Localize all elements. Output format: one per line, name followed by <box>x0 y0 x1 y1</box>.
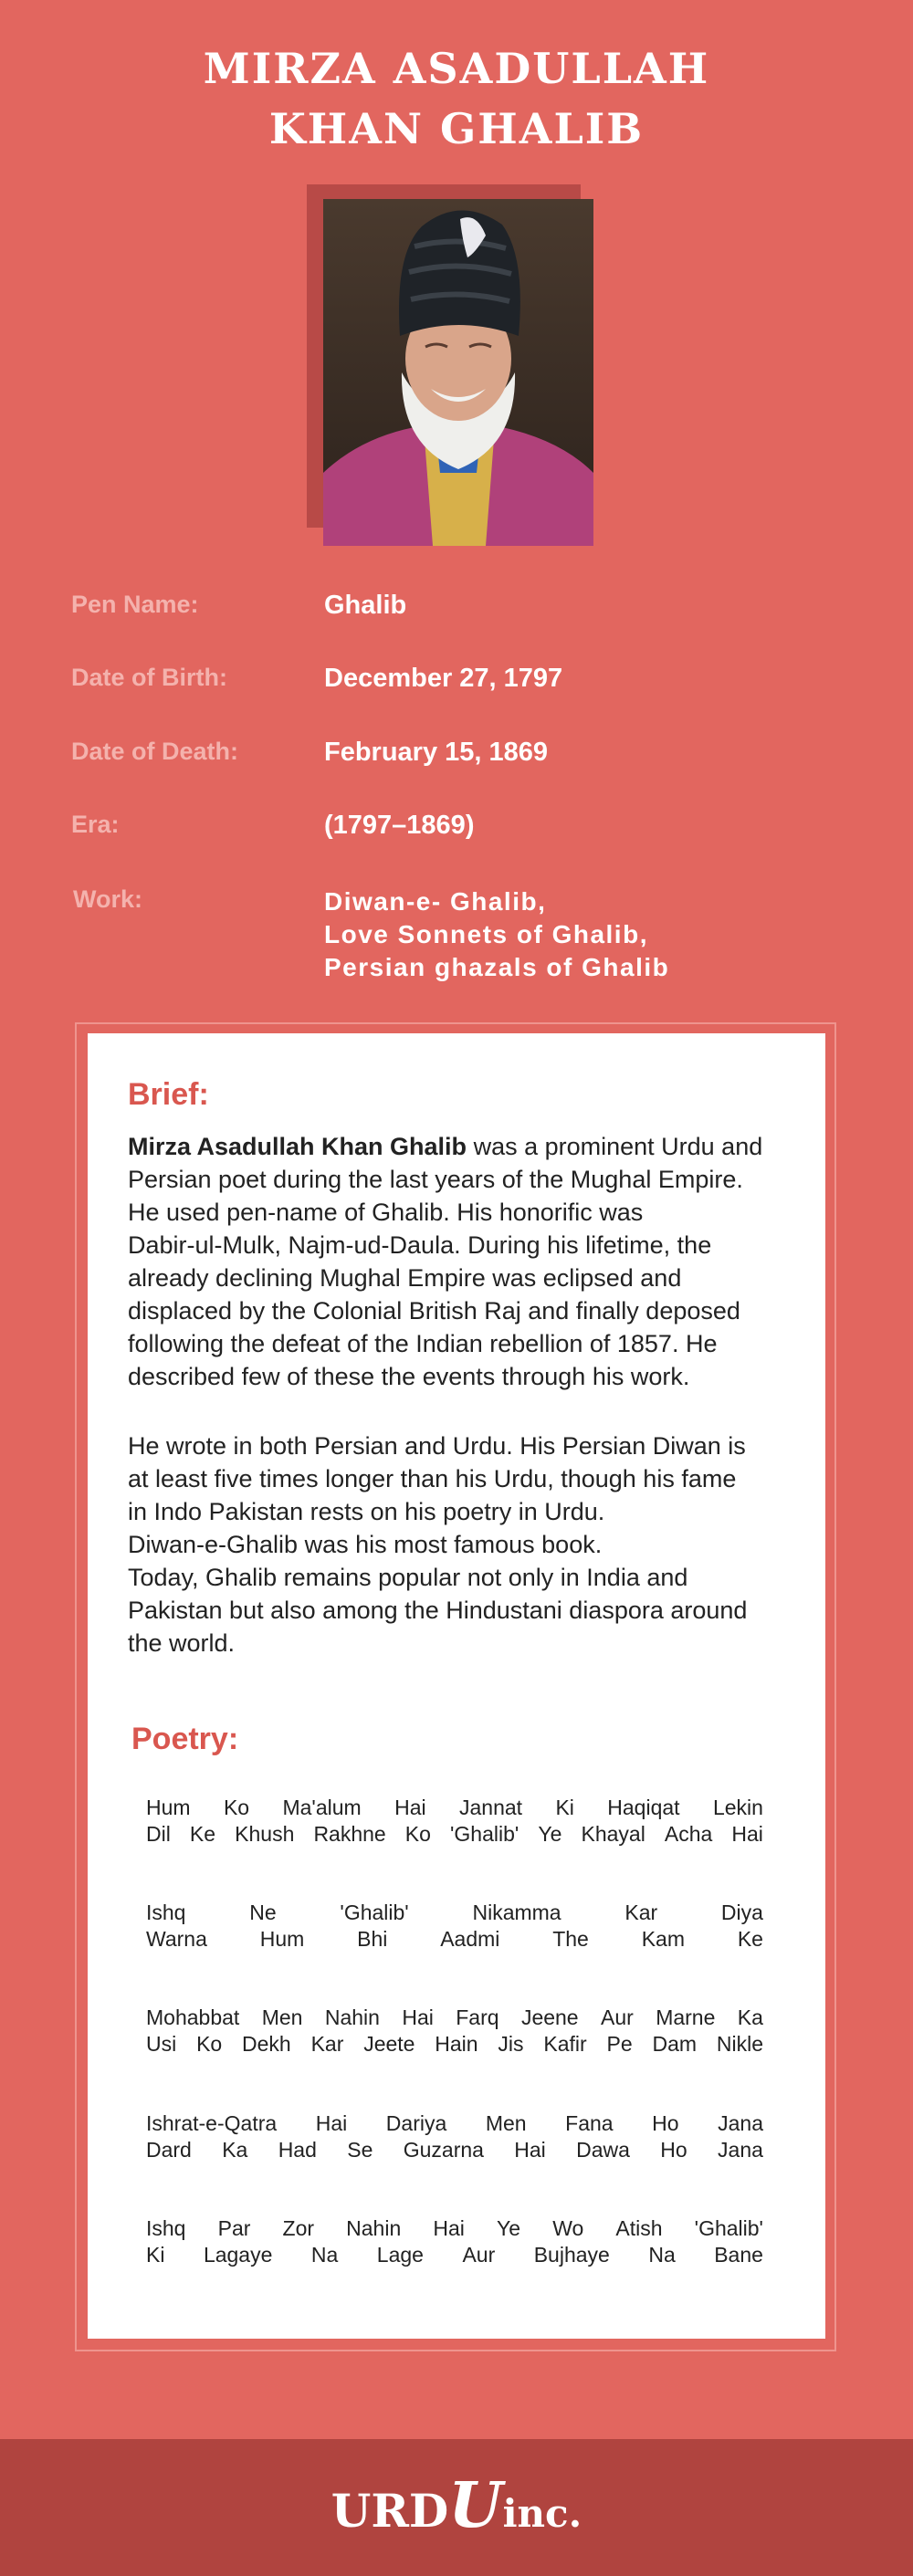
couplet-4 <box>146 2110 763 2163</box>
poem-word: Aur <box>601 2005 634 2029</box>
poem-word: Atish <box>615 2216 663 2240</box>
poem-word: Rakhne <box>313 1822 386 1846</box>
couplet-5 <box>146 2215 763 2268</box>
era-label: Era: <box>71 811 120 838</box>
portrait-image <box>323 199 593 546</box>
poem-word: Nikle <box>716 2032 763 2056</box>
poem-line <box>146 2110 763 2137</box>
poem-word: Dam <box>652 2032 698 2056</box>
poem-word: Ki <box>555 1796 574 1819</box>
poem-word: Lage <box>376 2243 424 2267</box>
brief-p1-line: He used pen-name of Ghalib. His honorific was <box>128 1199 644 1226</box>
poem-word: Acha <box>664 1822 713 1846</box>
poem-word: Ko <box>404 1822 431 1846</box>
poem-word: Hai <box>514 2138 546 2162</box>
brief-p1-line: displaced by the Colonial British Raj and finally deposed <box>128 1297 740 1325</box>
brief-p1-line-text: was a prominent Urdu and <box>467 1133 763 1160</box>
poem-word: Jana <box>718 2138 763 2162</box>
brief-p2-line: He wrote in both Persian and Urdu. His Persian Diwan is <box>128 1432 746 1460</box>
poem-word: Aadmi <box>440 1927 500 1951</box>
poem-line <box>146 1821 763 1848</box>
poem-word: Hai <box>315 2111 348 2135</box>
brief-p2-line: the world. <box>128 1629 236 1657</box>
poem-word: Dawa <box>576 2138 630 2162</box>
poem-word: Ko <box>196 2032 223 2056</box>
poem-word: Hum <box>259 1927 305 1951</box>
couplet-3 <box>146 2005 763 2058</box>
brief-p2-line: Diwan-e-Ghalib was his most famous book. <box>128 1531 603 1558</box>
logo-text-right: inc. <box>502 2491 582 2536</box>
date-of-death-label: Date of Death: <box>71 738 239 765</box>
brief-p1-line: following the defeat of the Indian rebellion of 1857. He <box>128 1330 718 1357</box>
date-of-birth-label: Date of Birth: <box>71 664 227 691</box>
poem-word: Na <box>648 2243 676 2267</box>
brief-p2-line: Today, Ghalib remains popular not only in India and <box>128 1564 688 1591</box>
pen-name-value: Ghalib <box>324 591 407 620</box>
brief-p1-line: already declining Mughal Empire was eclipsed and <box>128 1264 682 1292</box>
poem-word: The <box>552 1927 589 1951</box>
poem-word: Fana <box>565 2111 614 2135</box>
poem-word: Jeene <box>520 2005 579 2029</box>
poem-word: Jana <box>718 2111 763 2135</box>
poem-line <box>146 2031 763 2058</box>
brief-p1-line <box>128 1130 794 1163</box>
poem-word: Usi <box>146 2032 177 2056</box>
poem-word: 'Ghalib' <box>694 2216 763 2240</box>
poem-word: Guzarna <box>403 2138 484 2162</box>
poem-word: Na <box>310 2243 339 2267</box>
poem-line <box>146 2137 763 2163</box>
poem-word: Ishq <box>146 2216 186 2240</box>
brief-p1-line: Dabir-ul-Mulk, Najm-ud-Daula. During his lifetime, the <box>128 1231 712 1259</box>
poem-word: Bhi <box>357 1927 388 1951</box>
poem-word: Nikamma <box>472 1901 561 1924</box>
poem-line <box>146 1900 763 1926</box>
poem-word: Dekh <box>242 2032 291 2056</box>
poem-word: Bujhaye <box>533 2243 610 2267</box>
brief-paragraph-2 <box>128 1429 794 1660</box>
work-value <box>324 885 669 984</box>
poem-word: Khush <box>235 1822 295 1846</box>
date-of-birth-value: December 27, 1797 <box>324 664 563 693</box>
poem-word: Wo <box>552 2216 584 2240</box>
era-value: (1797–1869) <box>324 811 475 840</box>
brief-p2-line: in Indo Pakistan rests on his poetry in Urdu. <box>128 1498 605 1525</box>
poem-word: Ishq <box>146 1901 186 1924</box>
poem-line <box>146 2005 763 2031</box>
poem-word: Mohabbat <box>146 2005 240 2029</box>
brief-heading: Brief: <box>128 1077 209 1112</box>
poem-line <box>146 1795 763 1821</box>
title-line-2: KHAN GHALIB <box>268 104 645 153</box>
poem-word: Lagaye <box>203 2243 273 2267</box>
poem-word: Hai <box>731 1822 763 1846</box>
poem-word: Lekin <box>712 1796 763 1819</box>
poem-word: Ke <box>189 1822 216 1846</box>
couplet-2 <box>146 1900 763 1953</box>
poem-word: Jannat <box>458 1796 523 1819</box>
poem-word: Men <box>261 2005 303 2029</box>
poem-word: Had <box>278 2138 317 2162</box>
date-of-death-value: February 15, 1869 <box>324 738 549 767</box>
poem-word: Ho <box>660 2138 687 2162</box>
logo-text-u: U <box>448 2469 503 2542</box>
poetry-heading: Poetry: <box>131 1722 239 1756</box>
poem-word: Par <box>217 2216 251 2240</box>
poem-word: Jeete <box>363 2032 415 2056</box>
poem-word: Ho <box>652 2111 679 2135</box>
work-item: Diwan-e- Ghalib, <box>324 887 547 916</box>
poem-word: Warna <box>146 1927 207 1951</box>
poem-line <box>146 2215 763 2242</box>
poem-line <box>146 1926 763 1953</box>
poem-word: Dariya <box>385 2111 447 2135</box>
brief-p2-line: at least five times longer than his Urdu, though his fame <box>128 1465 737 1492</box>
brief-p1-line: described few of these the events through his work. <box>128 1363 690 1390</box>
poem-word: Ma'alum <box>282 1796 362 1819</box>
poem-word: Dard <box>146 2138 192 2162</box>
poem-word: Pe <box>606 2032 633 2056</box>
poem-word: 'Ghalib' <box>340 1901 409 1924</box>
poem-word: Ke <box>737 1927 763 1951</box>
brief-paragraph-1 <box>128 1130 794 1393</box>
poem-word: Ko <box>223 1796 250 1819</box>
poem-word: Ye <box>538 1822 562 1846</box>
poem-word: Men <box>485 2111 527 2135</box>
poem-word: 'Ghalib' <box>450 1822 519 1846</box>
poem-word: Kar <box>624 1901 658 1924</box>
poem-word: Hai <box>402 2005 434 2029</box>
poem-word: Ka <box>737 2005 763 2029</box>
poem-word: Kar <box>310 2032 344 2056</box>
poem-word: Ishrat-e-Qatra <box>146 2111 278 2135</box>
poem-word: Se <box>347 2138 373 2162</box>
brief-p2-line: Pakistan but also among the Hindustani diaspora around <box>128 1597 748 1624</box>
poem-word: Kam <box>641 1927 685 1951</box>
poem-word: Khayal <box>581 1822 645 1846</box>
poem-word: Ki <box>146 2243 165 2267</box>
poem-word: Zor <box>282 2216 315 2240</box>
poem-word: Marne <box>656 2005 716 2029</box>
poem-word: Bane <box>714 2243 763 2267</box>
work-label: Work: <box>73 885 143 913</box>
poem-word: Ne <box>249 1901 277 1924</box>
pen-name-label: Pen Name: <box>71 591 199 618</box>
poem-word: Aur <box>462 2243 496 2267</box>
poem-word: Farq <box>456 2005 499 2029</box>
work-item: Love Sonnets of Ghalib, <box>324 920 648 948</box>
poem-word: Dil <box>146 1822 171 1846</box>
poem-word: Hum <box>146 1796 191 1819</box>
page-title <box>0 38 913 159</box>
title-line-1: MIRZA ASADULLAH <box>203 44 710 93</box>
work-item: Persian ghazals of Ghalib <box>324 953 670 981</box>
brief-p1-line: Persian poet during the last years of the Mughal Empire. <box>128 1166 743 1193</box>
poem-word: Ka <box>222 2138 248 2162</box>
poem-word: Jis <box>498 2032 524 2056</box>
poem-word: Hai <box>394 1796 426 1819</box>
poem-word: Hain <box>435 2032 478 2056</box>
poem-word: Hai <box>433 2216 465 2240</box>
poem-word: Haqiqat <box>607 1796 680 1819</box>
poem-word: Ye <box>497 2216 521 2240</box>
brief-bold-name: Mirza Asadullah Khan Ghalib <box>128 1133 467 1160</box>
poem-word: Nahin <box>324 2005 380 2029</box>
poem-line <box>146 2242 763 2268</box>
couplet-1 <box>146 1795 763 1848</box>
poem-word: Nahin <box>346 2216 402 2240</box>
urdu-inc-logo[interactable] <box>0 2465 913 2555</box>
poem-word: Kafir <box>543 2032 587 2056</box>
poem-word: Diya <box>720 1901 763 1924</box>
logo-text-left: URD <box>331 2484 449 2538</box>
